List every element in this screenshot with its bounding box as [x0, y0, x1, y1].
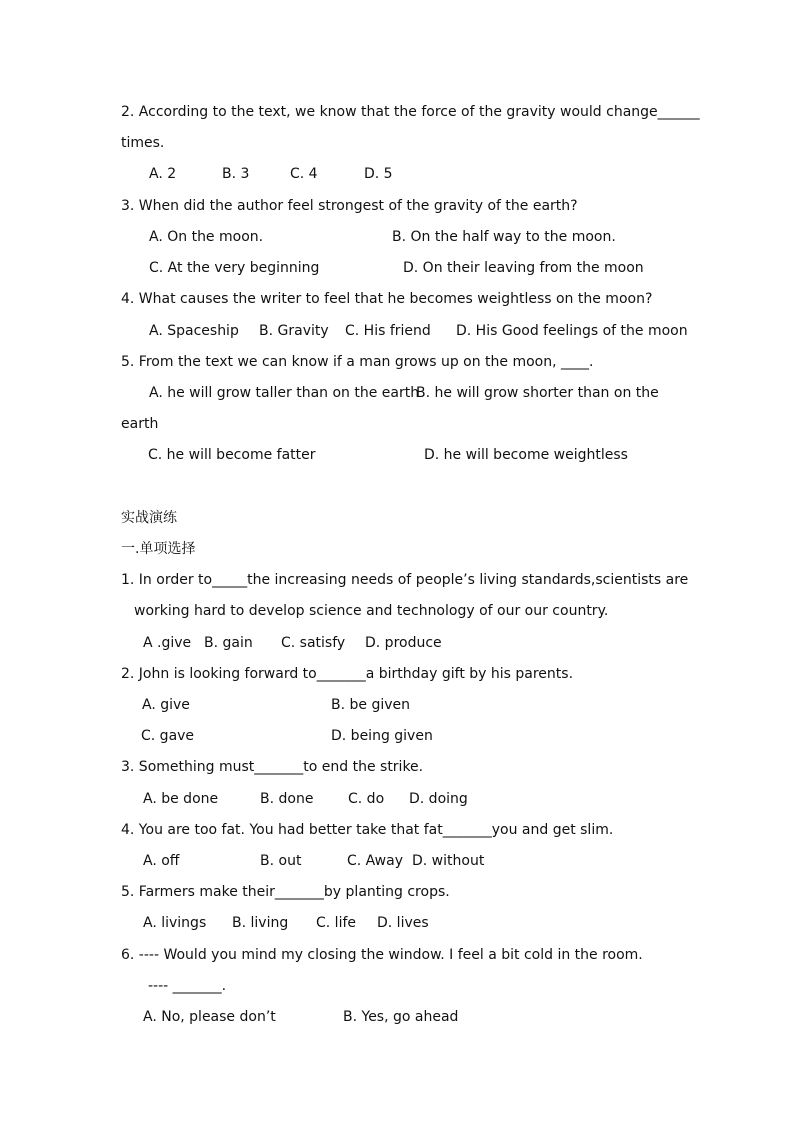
question-4-stem: 4. What causes the writer to feel that he becomes weightless on the moon? — [121, 291, 653, 307]
question-2-option-a: A. 2 — [149, 166, 177, 182]
choice-2-stem: 2. John is looking forward to_______a birthday gift by his parents. — [121, 666, 574, 682]
choice-6-reply: ---- _______. — [148, 978, 227, 994]
question-4-option-c: C. His friend — [345, 323, 431, 339]
question-5-option-b-continued: earth — [121, 416, 159, 432]
question-5-option-a: A. he will grow taller than on the earth — [149, 385, 420, 401]
question-4-option-b: B. Gravity — [259, 323, 329, 339]
question-2-option-d: D. 5 — [364, 166, 393, 182]
question-3-option-c: C. At the very beginning — [149, 260, 320, 276]
question-5-option-c: C. he will become fatter — [148, 447, 316, 463]
choice-5-option-d: D. lives — [377, 915, 429, 931]
question-2-stem: 2. According to the text, we know that the force of the gravity would change______ — [121, 104, 700, 120]
question-3-option-d: D. On their leaving from the moon — [403, 260, 644, 276]
question-3-stem: 3. When did the author feel strongest of the gravity of the earth? — [121, 198, 578, 214]
choice-6-stem: 6. ---- Would you mind my closing the window. I feel a bit cold in the room. — [121, 947, 643, 963]
choice-3-option-d: D. doing — [409, 791, 468, 807]
choice-1-option-b: B. gain — [204, 635, 253, 651]
choice-4-option-c: C. Away — [347, 853, 403, 869]
choice-1-stem-continued: working hard to develop science and technology of our our country. — [134, 603, 609, 619]
choice-2-option-d: D. being given — [331, 728, 433, 744]
choice-5-option-a: A. livings — [143, 915, 207, 931]
choice-3-stem: 3. Something must_______to end the strike. — [121, 759, 424, 775]
subsection-title: 一.单项选择 — [121, 541, 196, 557]
choice-1-stem: 1. In order to_____the increasing needs of people’s living standards,scientists are — [121, 572, 689, 588]
choice-3-option-c: C. do — [348, 791, 385, 807]
choice-2-option-b: B. be given — [331, 697, 411, 713]
choice-4-option-a: A. off — [143, 853, 180, 869]
question-2-option-c: C. 4 — [290, 166, 318, 182]
question-5-stem: 5. From the text we can know if a man grows up on the moon, ____. — [121, 354, 594, 370]
question-4-option-a: A. Spaceship — [149, 323, 239, 339]
choice-1-option-a: A .give — [143, 635, 192, 651]
choice-6-option-a: A. No, please don’t — [143, 1009, 276, 1025]
choice-4-option-b: B. out — [260, 853, 302, 869]
choice-6-option-b: B. Yes, go ahead — [343, 1009, 459, 1025]
choice-4-option-d: D. without — [412, 853, 485, 869]
choice-4-stem: 4. You are too fat. You had better take that fat_______you and get slim. — [121, 822, 614, 838]
choice-2-option-c: C. gave — [141, 728, 195, 744]
choice-3-option-b: B. done — [260, 791, 314, 807]
question-4-option-d: D. His Good feelings of the moon — [456, 323, 688, 339]
question-2-option-b: B. 3 — [222, 166, 250, 182]
choice-5-option-c: C. life — [316, 915, 356, 931]
choice-1-option-c: C. satisfy — [281, 635, 346, 651]
choice-2-option-a: A. give — [142, 697, 190, 713]
choice-5-option-b: B. living — [232, 915, 289, 931]
question-2-stem-continued: times. — [121, 135, 165, 151]
question-5-option-d: D. he will become weightless — [424, 447, 628, 463]
question-5-option-b: B. he will grow shorter than on the — [416, 385, 659, 401]
choice-5-stem: 5. Farmers make their_______by planting crops. — [121, 884, 450, 900]
choice-3-option-a: A. be done — [143, 791, 219, 807]
question-3-option-b: B. On the half way to the moon. — [392, 229, 616, 245]
choice-1-option-d: D. produce — [365, 635, 442, 651]
question-3-option-a: A. On the moon. — [149, 229, 264, 245]
section-title: 实战演练 — [121, 510, 177, 526]
